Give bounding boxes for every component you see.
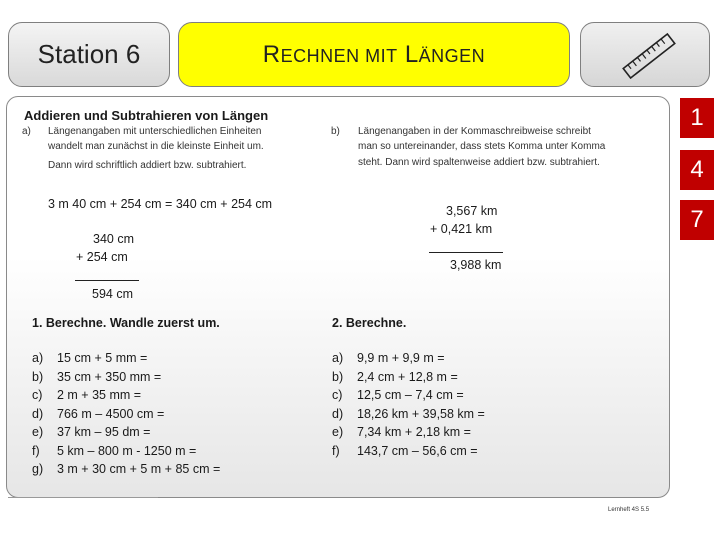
side-number-3: 7 xyxy=(680,200,714,240)
part-a-line-1: Längenangaben mit unterschiedlichen Einheiten xyxy=(48,126,262,137)
exercise-1-labels xyxy=(32,349,43,479)
exercise-1-item: 15 cm + 5 mm = xyxy=(57,351,148,365)
part-a-line-3: Dann wird schriftlich addiert bzw. subtrahiert. xyxy=(48,160,247,171)
exercise-2-labels xyxy=(332,349,343,460)
side-number-2: 4 xyxy=(680,150,714,190)
exercise-1-label: c) xyxy=(32,388,43,402)
exercise-2-label: c) xyxy=(332,388,343,402)
part-b-label: b) xyxy=(331,126,340,137)
side-number-1: 1 xyxy=(680,98,714,138)
part-a-sum-line xyxy=(75,280,139,281)
part-b-line-3: steht. Dann wird spaltenweise addiert bzw. subtrahiert. xyxy=(358,157,600,168)
exercise-1-title: 1. Berechne. Wandle zuerst um. xyxy=(32,316,220,330)
footer-divider xyxy=(8,497,158,498)
exercise-2-item: 9,9 m + 9,9 m = xyxy=(357,351,445,365)
section-heading: Addieren und Subtrahieren von Längen xyxy=(24,108,269,123)
station-label: Station 6 xyxy=(37,39,141,69)
title-box xyxy=(178,22,570,87)
exercise-2-item: 7,34 km + 2,18 km = xyxy=(357,425,471,439)
ruler-icon xyxy=(581,23,711,88)
part-b-line-1: Längenangaben in der Kommaschreibweise schreibt xyxy=(358,126,591,137)
part-b-line-2: man so untereinander, dass stets Komma unter Komma xyxy=(358,141,606,152)
part-a-label: a) xyxy=(22,126,31,137)
exercise-2-label: e) xyxy=(332,425,344,439)
part-a-calc-line-1: 340 cm xyxy=(93,232,134,246)
exercise-2-label: d) xyxy=(332,406,344,421)
exercise-1-label: d) xyxy=(32,406,44,421)
exercise-1-label: a) xyxy=(32,351,44,365)
exercise-1-item: 2 m + 35 mm = xyxy=(57,388,142,402)
part-a-example: 3 m 40 cm + 254 cm = 340 cm + 254 cm xyxy=(48,197,273,211)
part-b-calc-line-2: + 0,421 km xyxy=(430,222,493,236)
exercise-1-item: 35 cm + 350 mm = xyxy=(57,369,162,384)
exercise-1-item: 37 km – 95 dm = xyxy=(57,425,151,439)
icon-box xyxy=(580,22,710,87)
exercise-2-label: b) xyxy=(332,369,344,384)
exercise-1-item: 3 m + 30 cm + 5 m + 85 cm = xyxy=(57,462,221,476)
exercise-2-label: f) xyxy=(332,443,340,458)
exercise-1-label: g) xyxy=(32,462,44,476)
exercise-1-item: 5 km – 800 m - 1250 m = xyxy=(57,443,197,458)
part-a-calc-line-2: + 254 cm xyxy=(76,250,128,264)
exercise-1-item: 766 m – 4500 cm = xyxy=(57,406,165,421)
part-b-sum-line xyxy=(429,252,503,253)
exercise-1-label: b) xyxy=(32,369,44,384)
station-box xyxy=(8,22,170,87)
exercise-2-title: 2. Berechne. xyxy=(332,316,407,330)
exercise-1-items xyxy=(57,349,220,479)
exercise-1-label: e) xyxy=(32,425,44,439)
exercise-2-items xyxy=(357,349,485,460)
exercise-2-label: a) xyxy=(332,351,344,365)
exercise-2-item: 143,7 cm – 56,6 cm = xyxy=(357,443,478,458)
part-b-calc-line-1: 3,567 km xyxy=(446,204,498,218)
part-a-calc-result: 594 cm xyxy=(92,287,133,301)
exercise-2-item: 2,4 cm + 12,8 m = xyxy=(357,369,458,384)
footer-source: Lernheft 4S 5.5 xyxy=(608,507,650,513)
exercise-2-item: 12,5 cm – 7,4 cm = xyxy=(357,388,464,402)
part-a-line-2: wandelt man zunächst in die kleinste Einheit um. xyxy=(48,141,264,152)
page-title: RECHNEN MIT LÄNGEN xyxy=(262,41,486,68)
part-b-calc-result: 3,988 km xyxy=(450,258,502,272)
exercise-1-label: f) xyxy=(32,443,40,458)
exercise-2-item: 18,26 km + 39,58 km = xyxy=(357,406,485,421)
